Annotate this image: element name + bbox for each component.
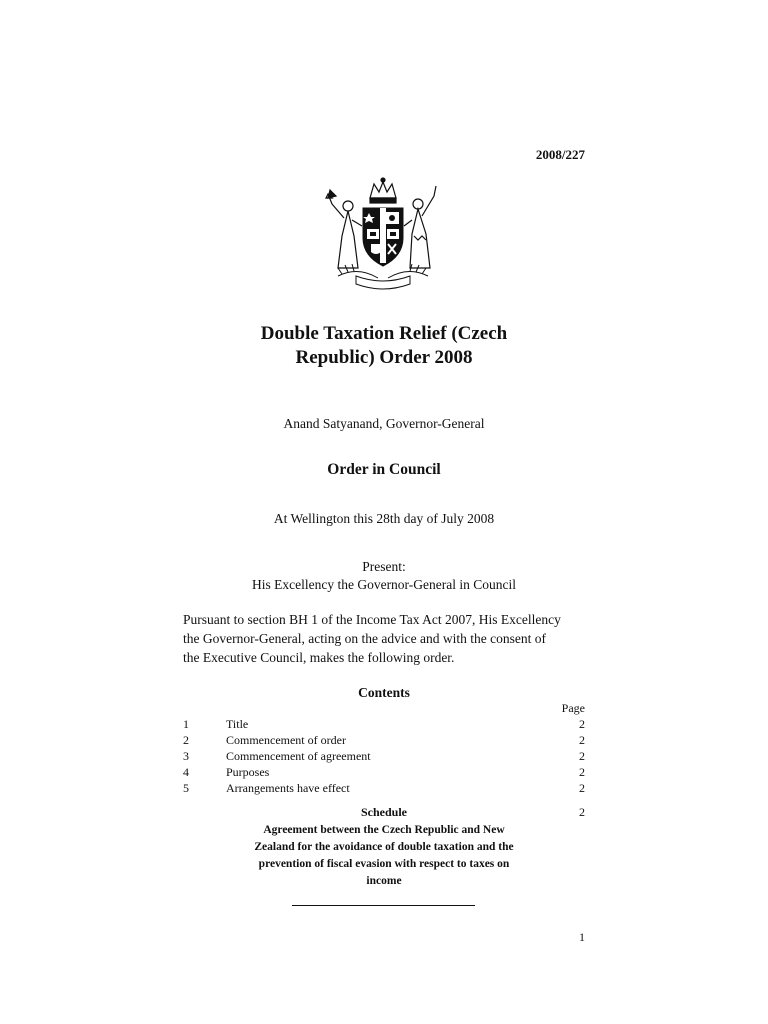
schedule-page: 2: [579, 805, 585, 819]
title-line-1: Double Taxation Relief (Czech: [260, 323, 508, 344]
pursuant-line-2: the Governor-General, acting on the advice and with the consent of: [183, 631, 546, 646]
contents-item-label: Title: [226, 717, 249, 731]
horizontal-rule: [292, 905, 475, 906]
schedule-title: [230, 822, 538, 890]
contents-item-label: Arrangements have effect: [226, 781, 350, 795]
place-and-date: At Wellington this 28th day of July 2008: [273, 511, 495, 526]
contents-item-label: Commencement of order: [226, 733, 346, 747]
contents-item[interactable]: [183, 765, 585, 781]
contents-item-page: 2: [579, 781, 585, 795]
governor-general-line: Anand Satyanand, Governor-General: [283, 416, 485, 431]
new-zealand-coat-of-arms-icon: [318, 176, 448, 296]
pursuant-paragraph: [183, 610, 588, 667]
schedule-label: Schedule: [360, 805, 407, 819]
contents-item-label: Commencement of agreement: [226, 749, 371, 763]
contents-item[interactable]: [183, 733, 585, 749]
present-text: His Excellency the Governor-General in Council: [251, 577, 516, 592]
page-number: 1: [579, 930, 585, 944]
contents-page-header: Page: [561, 701, 585, 715]
contents-item-page: 2: [579, 733, 585, 747]
schedule-title-line-1: Agreement between the Czech Republic and New: [263, 824, 505, 836]
contents-item-page: 2: [579, 765, 585, 779]
contents-item[interactable]: [183, 781, 585, 797]
present-block: [180, 558, 588, 594]
title-line-2: Republic) Order 2008: [295, 347, 473, 368]
schedule-title-line-4: income: [366, 875, 402, 887]
contents-item-label: Purposes: [226, 765, 270, 779]
contents-item-page: 2: [579, 717, 585, 731]
document-title: [180, 322, 588, 370]
pursuant-line-3: the Executive Council, makes the following order.: [183, 650, 455, 665]
contents-item[interactable]: [183, 717, 585, 733]
contents-item-number: 1: [183, 717, 189, 731]
contents-item[interactable]: [183, 749, 585, 765]
document-number: 2008/227: [535, 147, 585, 162]
contents-item-number: 3: [183, 749, 189, 763]
pursuant-line-1: Pursuant to section BH 1 of the Income Tax Act 2007, His Excellency: [183, 612, 561, 627]
schedule-title-line-3: prevention of fiscal evasion with respect to taxes on: [258, 858, 510, 870]
contents-item-number: 2: [183, 733, 189, 747]
contents-item-number: 4: [183, 765, 189, 779]
contents-item-number: 5: [183, 781, 189, 795]
contents-heading: Contents: [358, 685, 410, 700]
contents-item-page: 2: [579, 749, 585, 763]
present-label: Present:: [362, 559, 406, 574]
schedule-title-line-2: Zealand for the avoidance of double taxation and the: [254, 841, 514, 853]
order-type-heading: Order in Council: [327, 461, 441, 478]
